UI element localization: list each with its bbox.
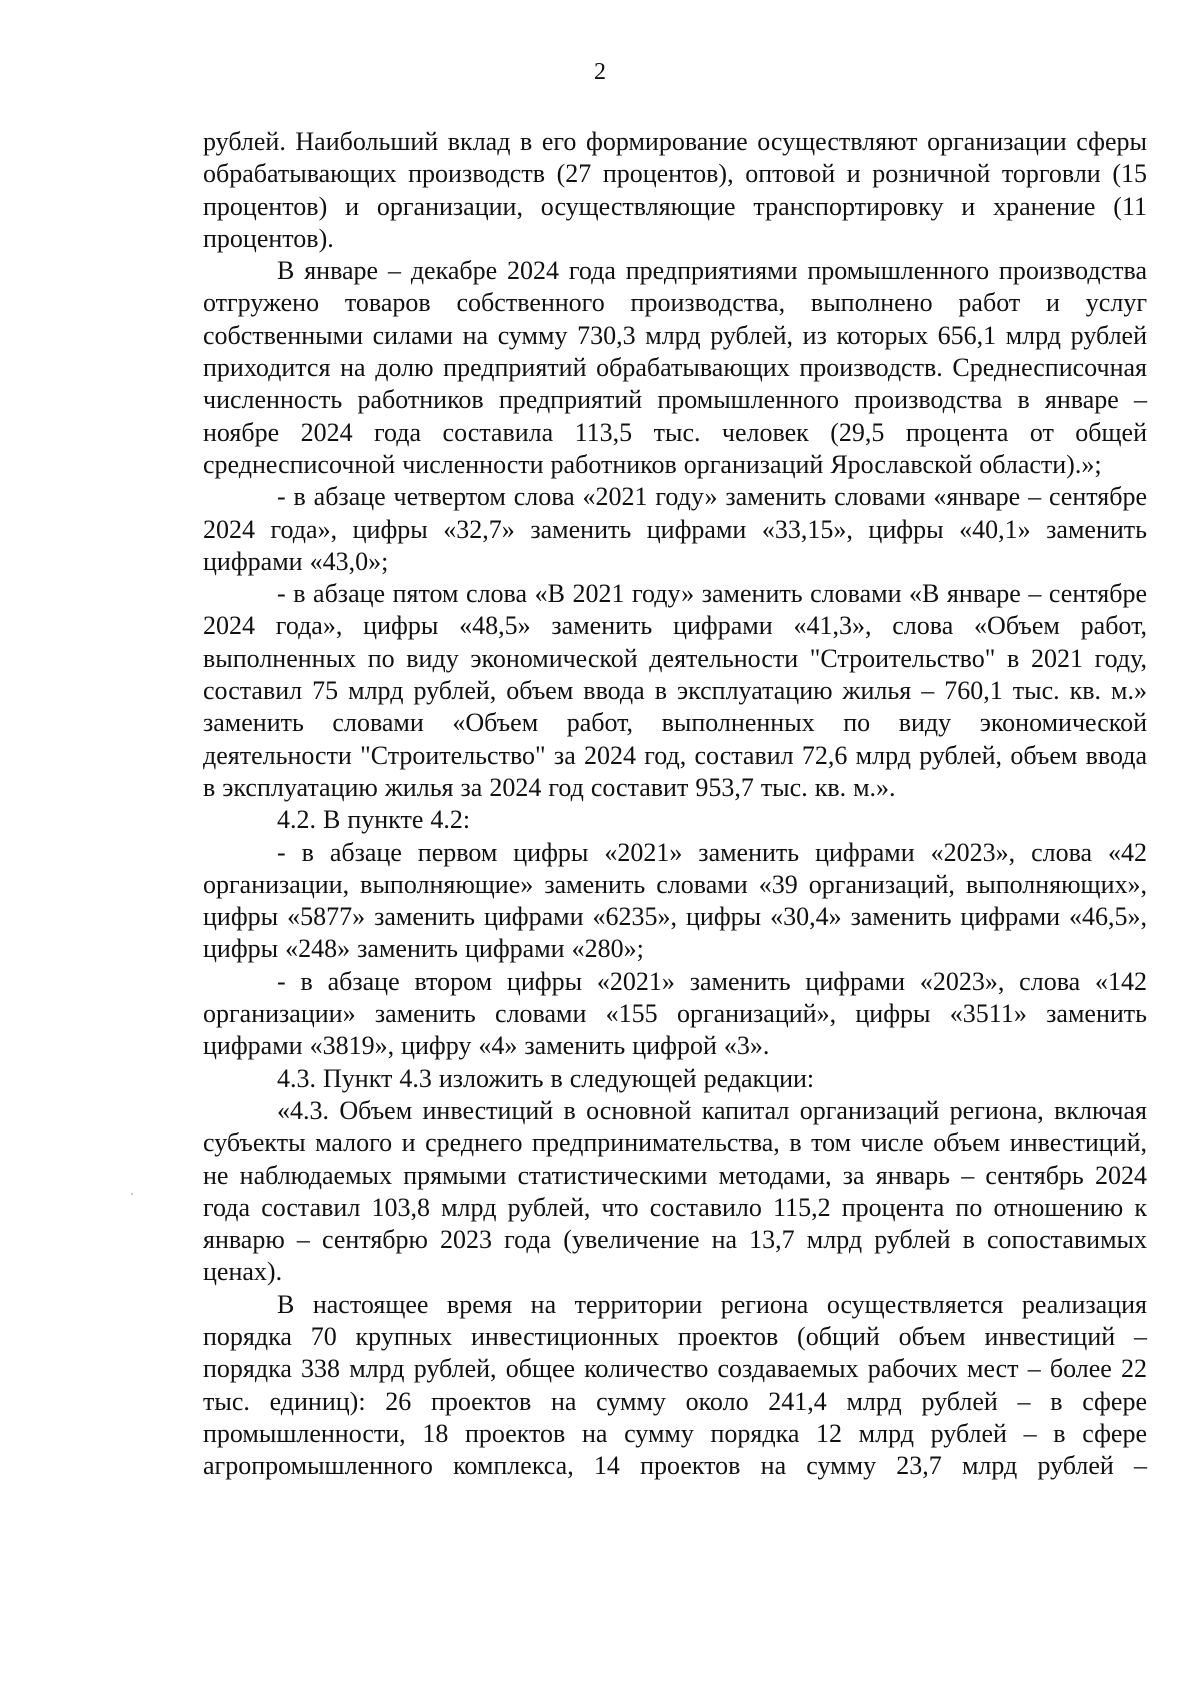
paragraph-clause-4-3-investments: «4.3. Объем инвестиций в основной капитал организаций региона, включая субъекты малого и среднего предпринимательства, в том числе объем инвестиций, не наблюдаемых прямыми статистическими методами, за январь – сентябрь 2024 года составил 103,8 млрд рублей, что составило 115,2 процента по отношению к январю – сентябрю 2023 года (увеличение на 13,7 млрд рублей в сопоставимых ценах). [203,1095,1147,1287]
paragraph-amendment-abzac-4: - в абзаце четвертом слова «2021 году» заменить словами «январе – сентябре 2024 года», цифры «32,7» заменить цифрами «33,15», цифры «40,1» заменить цифрами «43,0»; [203,482,1147,576]
paragraph-clause-4-2-second: - в абзаце втором цифры «2021» заменить цифрами «2023», слова «142 организации» заменить словами «155 организаций», цифры «3511» заменить цифрами «3819», цифру «4» заменить цифрой «3». [203,966,1147,1061]
paragraph-clause-4-2-heading: 4.2. В пункте 4.2: [277,805,471,835]
margin-speck [131,1193,133,1195]
document-body [203,126,1147,1482]
paragraph-amendment-abzac-5: - в абзаце пятом слова «В 2021 году» заменить словами «В январе – сентябре 2024 года», цифры «48,5» заменить цифрами «41,3», слова «Объем работ, выполненных по виду экономической деятельности "Строительство" в 2021 году, составил 75 млрд рублей, объем ввода в эксплуатацию жилья – 760,1 тыс. кв. м.» заменить словами «Объем работ, выполненных по виду экономической деятельности "Строительство" за 2024 год, составил 72,6 млрд рублей, объем ввода в эксплуатацию жилья за 2024 год составит 953,7 тыс. кв. м.». [203,579,1147,802]
paragraph-industrial-production: В январе – декабре 2024 года предприятиями промышленного производства отгружено товаров собственного производства, выполнено работ и услуг собственными силами на сумму 730,3 млрд рублей, из которых 656,1 млрд рублей приходится на долю предприятий обрабатывающих производств. Среднесписочная численность работников предприятий промышленного производства в январе – ноябре 2024 года составила 113,5 тыс. человек (29,5 процента от общей среднесписочной численности работников организаций Ярославской области).»; [203,256,1147,479]
paragraph-investment-projects: В настоящее время на территории региона осуществляется реализация порядка 70 крупных инвестиционных проектов (общий объем инвестиций – порядка 338 млрд рублей, общее количество создаваемых рабочих мест – более 22 тыс. единиц): 26 проектов на сумму около 241,4 млрд рублей – в сфере промышленности, 18 проектов на сумму порядка 12 млрд рублей – в сфере агропромышленного комплекса, 14 проектов на сумму 23,7 млрд рублей – [203,1289,1147,1481]
paragraph-clause-4-3-heading: 4.3. Пункт 4.3 изложить в следующей редакции: [277,1063,815,1093]
paragraph-continuation: рублей. Наибольший вклад в его формирование осуществляют организации сферы обрабатывающих производств (27 процентов), оптовой и розничной торговли (15 процентов) и организации, осуществляющие транспортировку и хранение (11 процентов). [203,127,1147,253]
page-number: 2 [594,59,606,85]
paragraph-clause-4-2-first: - в абзаце первом цифры «2021» заменить цифрами «2023», слова «42 организации, выполняющие» заменить словами «39 организаций, выполняющих», цифры «5877» заменить цифрами «6235», цифры «30,4» заменить цифрами «46,5», цифры «248» заменить цифрами «280»; [203,837,1147,964]
